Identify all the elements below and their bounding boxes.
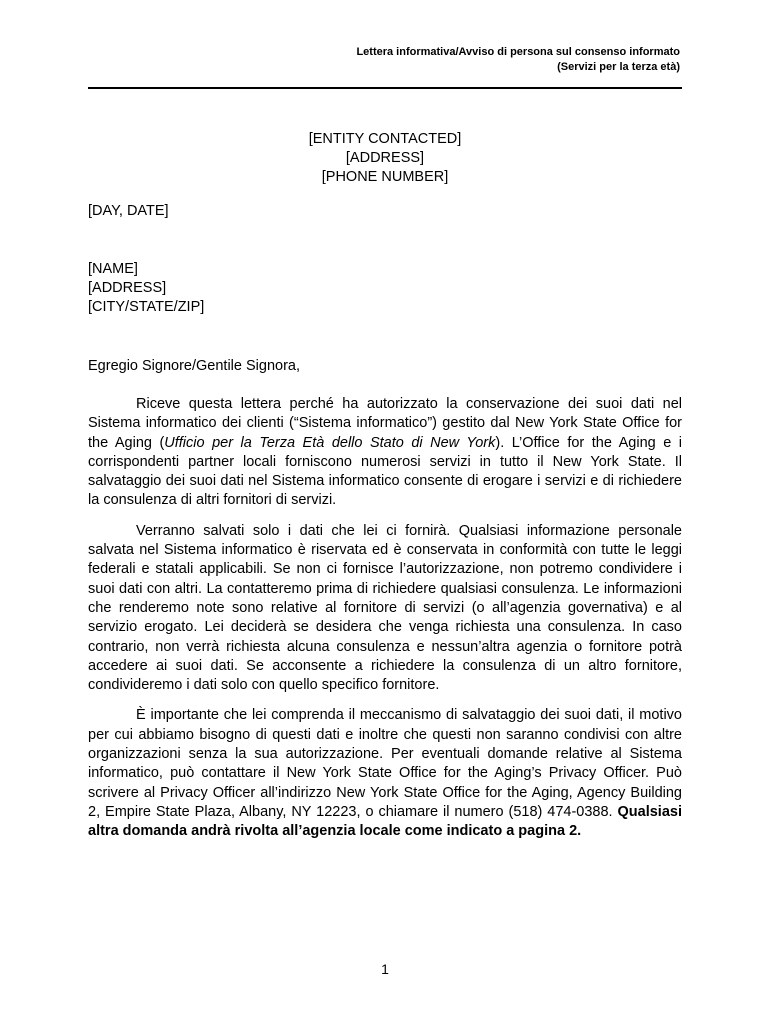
header-rule	[88, 87, 682, 89]
header-title: Lettera informativa/Avviso di persona sul consenso informato	[356, 46, 680, 58]
recipient-city: [CITY/STATE/ZIP]	[88, 299, 205, 315]
salutation: Egregio Signore/Gentile Signora,	[88, 358, 300, 374]
italic-office-name: Ufficio per la Terza Età dello Stato di New York	[164, 434, 496, 451]
entity-name: [ENTITY CONTACTED]	[308, 131, 462, 147]
recipient-address: [ADDRESS]	[88, 280, 167, 296]
document-header	[356, 45, 680, 75]
paragraph-1: Riceve questa lettera perché ha autorizzato la conservazione dei suoi dati nel Sistema informatico dei clienti (“Sistema informatico”) gestito dal New York State Office for the Aging (Ufficio per la Terza Età dello Stato di New York). L’Office for the Aging e i corrispondenti partner locali forniscono numerosi servizi in tutto il New York State. Il salvataggio dei suoi dati nel Sistema informatico consente di erogare i servizi e di richiedere la consulenza di altri fornitori di servizi.	[88, 396, 682, 509]
page-number: 1	[381, 961, 389, 977]
letter-body	[88, 395, 682, 853]
entity-address: [ADDRESS]	[345, 150, 425, 166]
paragraph-2: Verranno salvati solo i dati che lei ci fornirà. Qualsiasi informazione personale salvata nel Sistema informatico è riservata ed è conservata in conformità con tutte le leggi federali e statali applicabili. Se non ci fornisce l’autorizzazione, non potremo condividere i suoi dati con altri. La contatteremo prima di richiedere qualsiasi consulenza. Le informazioni che renderemo note sono relative al fornitore di servizi (o all’agenzia governativa) e al servizio erogato. Lei deciderà se desidera che venga richiesta una consulenza. In caso contrario, non verrà richiesta alcuna consulenza e nessun’altra agenzia o fornitore potrà accedere ai suoi dati. Se acconsente a richiedere la consulenza di un altro fornitore, condivideremo i dati solo con quello specifico fornitore.	[88, 522, 682, 694]
recipient-name: [NAME]	[88, 261, 138, 277]
entity-phone: [PHONE NUMBER]	[321, 169, 449, 185]
entity-block	[88, 130, 682, 187]
letter-date: [DAY, DATE]	[88, 203, 169, 219]
paragraph-3: È importante che lei comprenda il meccanismo di salvataggio dei suoi dati, il motivo per cui abbiamo bisogno di questi dati e inoltre che questi non saranno condivisi con altre organizzazioni senza la sua autorizzazione. Per eventuali domande relative al Sistema informatico, può contattare il New York State Office for the Aging’s Privacy Officer. Può scrivere al Privacy Officer all’indirizzo New York State Office for the Aging, Agency Building 2, Empire State Plaza, Albany, NY 12223, o chiamare il numero (518) 474-0388. Qualsiasi altra domanda andrà rivolta all’agenzia locale come indicato a pagina 2.	[88, 707, 682, 840]
bold-local-agency-note: Qualsiasi altra domanda andrà rivolta all’agenzia locale come indicato a pagina 2.	[88, 803, 682, 840]
header-subtitle: (Servizi per la terza età)	[557, 61, 680, 73]
recipient-block	[88, 260, 204, 317]
